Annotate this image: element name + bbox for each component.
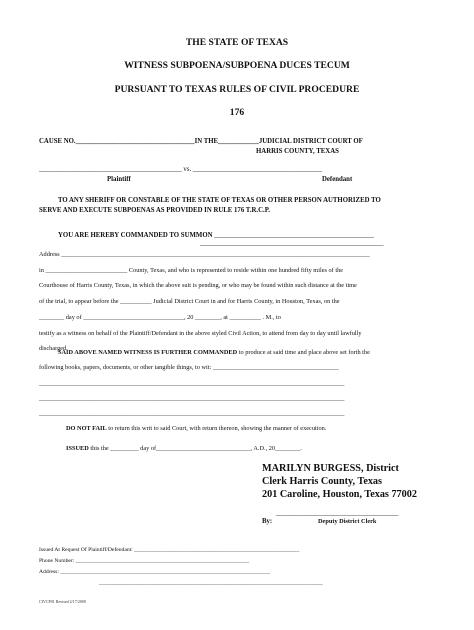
further-bold-text: SAID ABOVE NAMED WITNESS IS FURTHER COMMANDED <box>58 349 238 356</box>
command-blank-2: ______________________________________________________ <box>200 240 384 247</box>
clerk-line-1: MARILYN BURGESS, District <box>262 463 399 474</box>
body-line-trial: of the trial, to appear before the __________ Judicial District Court in and for Harris County, in Houston, Texas, on the <box>39 298 340 306</box>
issuer-phone-line: Phone Number: ______________________________________________________________ <box>39 558 250 564</box>
further-blank-line-2: _________________________________________________________________________________________________ <box>39 395 345 402</box>
issuer-request-line: Issued At Request Of Plaintiff/Defendant: ___________________________________________________________ <box>39 547 300 553</box>
issued-bold: ISSUED <box>66 445 89 452</box>
command-blank: _______________________________________________ <box>214 232 374 239</box>
body-line-testify: testify as a witness on behalf of the Plaintiff/Defendant in the above styled Civil Action, to attend from day to day until lawfully <box>39 329 362 337</box>
command-line <box>58 232 374 239</box>
address-line: Address __________________________________________________________________________________________________ <box>39 251 370 258</box>
do-not-fail-line <box>66 425 326 432</box>
do-not-fail-rest: to return this writ to said Court, with return thereon, showing the manner of execution. <box>106 425 327 432</box>
issued-line <box>66 445 302 452</box>
header-doc-type: WITNESS SUBPOENA/SUBPOENA DUCES TECUM <box>124 60 350 71</box>
body-line-county: in __________________________ County, Texas, and who is represented to reside within one hundred fifty miles of the <box>39 266 344 274</box>
authority-line-2: SERVE AND EXECUTE SUBPOENAS AS PROVIDED IN RULE 176 T.R.C.P. <box>39 207 270 214</box>
plaintiff-label: Plaintiff <box>107 176 131 183</box>
header-pursuant: PURSUANT TO TEXAS RULES OF CIVIL PROCEDURE <box>114 84 360 95</box>
defendant-label: Defendant <box>322 176 353 183</box>
further-blank-line-1: _________________________________________________________________________________________________ <box>39 380 345 387</box>
command-bold-text: YOU ARE HEREBY COMMANDED TO SUMMON <box>58 232 213 239</box>
further-commanded-line <box>58 349 370 356</box>
issued-rest: this the _________ day of______________________________, A.D., 20________. <box>88 445 302 452</box>
header-rule-number: 176 <box>229 107 245 118</box>
do-not-fail-bold: DO NOT FAIL <box>66 425 107 432</box>
clerk-signature-line: ____________________________________ <box>276 510 399 517</box>
further-rest: to produce at said time and place above set forth the <box>237 349 370 356</box>
by-label: By: <box>262 518 273 525</box>
clerk-line-2: Clerk Harris County, Texas <box>262 476 382 487</box>
parties-line: __________________________________________ vs. ______________________________________ <box>39 166 323 173</box>
issuer-address-line: Address: ___________________________________________________________________________ <box>39 569 271 575</box>
header-state: THE STATE OF TEXAS <box>185 37 289 48</box>
body-line-discharged: discharged. <box>39 345 68 353</box>
body-line-courthouse: Courthouse of Harris County, Texas, in which the above suit is pending, or who may be found within such distance at the time <box>39 282 357 290</box>
clerk-line-3: 201 Caroline, Houston, Texas 77002 <box>262 489 417 500</box>
form-code: CIVCP01 Revised 2/17/2009 <box>39 599 86 604</box>
cause-number-line: CAUSE NO.___________________________________IN THE____________JUDICIAL DISTRICT COURT OF <box>39 138 363 145</box>
authority-line-1: TO ANY SHERIFF OR CONSTABLE OF THE STATE OF TEXAS OR OTHER PERSON AUTHORIZED TO <box>58 197 381 204</box>
further-line-2: following books, papers, documents, or other tangible things, to wit: ________________________________________ <box>39 364 339 371</box>
county-line: HARRIS COUNTY, TEXAS <box>256 148 339 155</box>
body-paragraph <box>39 247 370 357</box>
issuer-address-line-2: ________________________________________________________________________________ <box>99 580 323 586</box>
body-line-day: ________ day of ________________________________, 20 ________, at __________ . M., to <box>39 313 281 321</box>
deputy-clerk-label: Deputy District Clerk <box>318 518 377 525</box>
further-blank-line-3: _________________________________________________________________________________________________ <box>39 410 345 417</box>
